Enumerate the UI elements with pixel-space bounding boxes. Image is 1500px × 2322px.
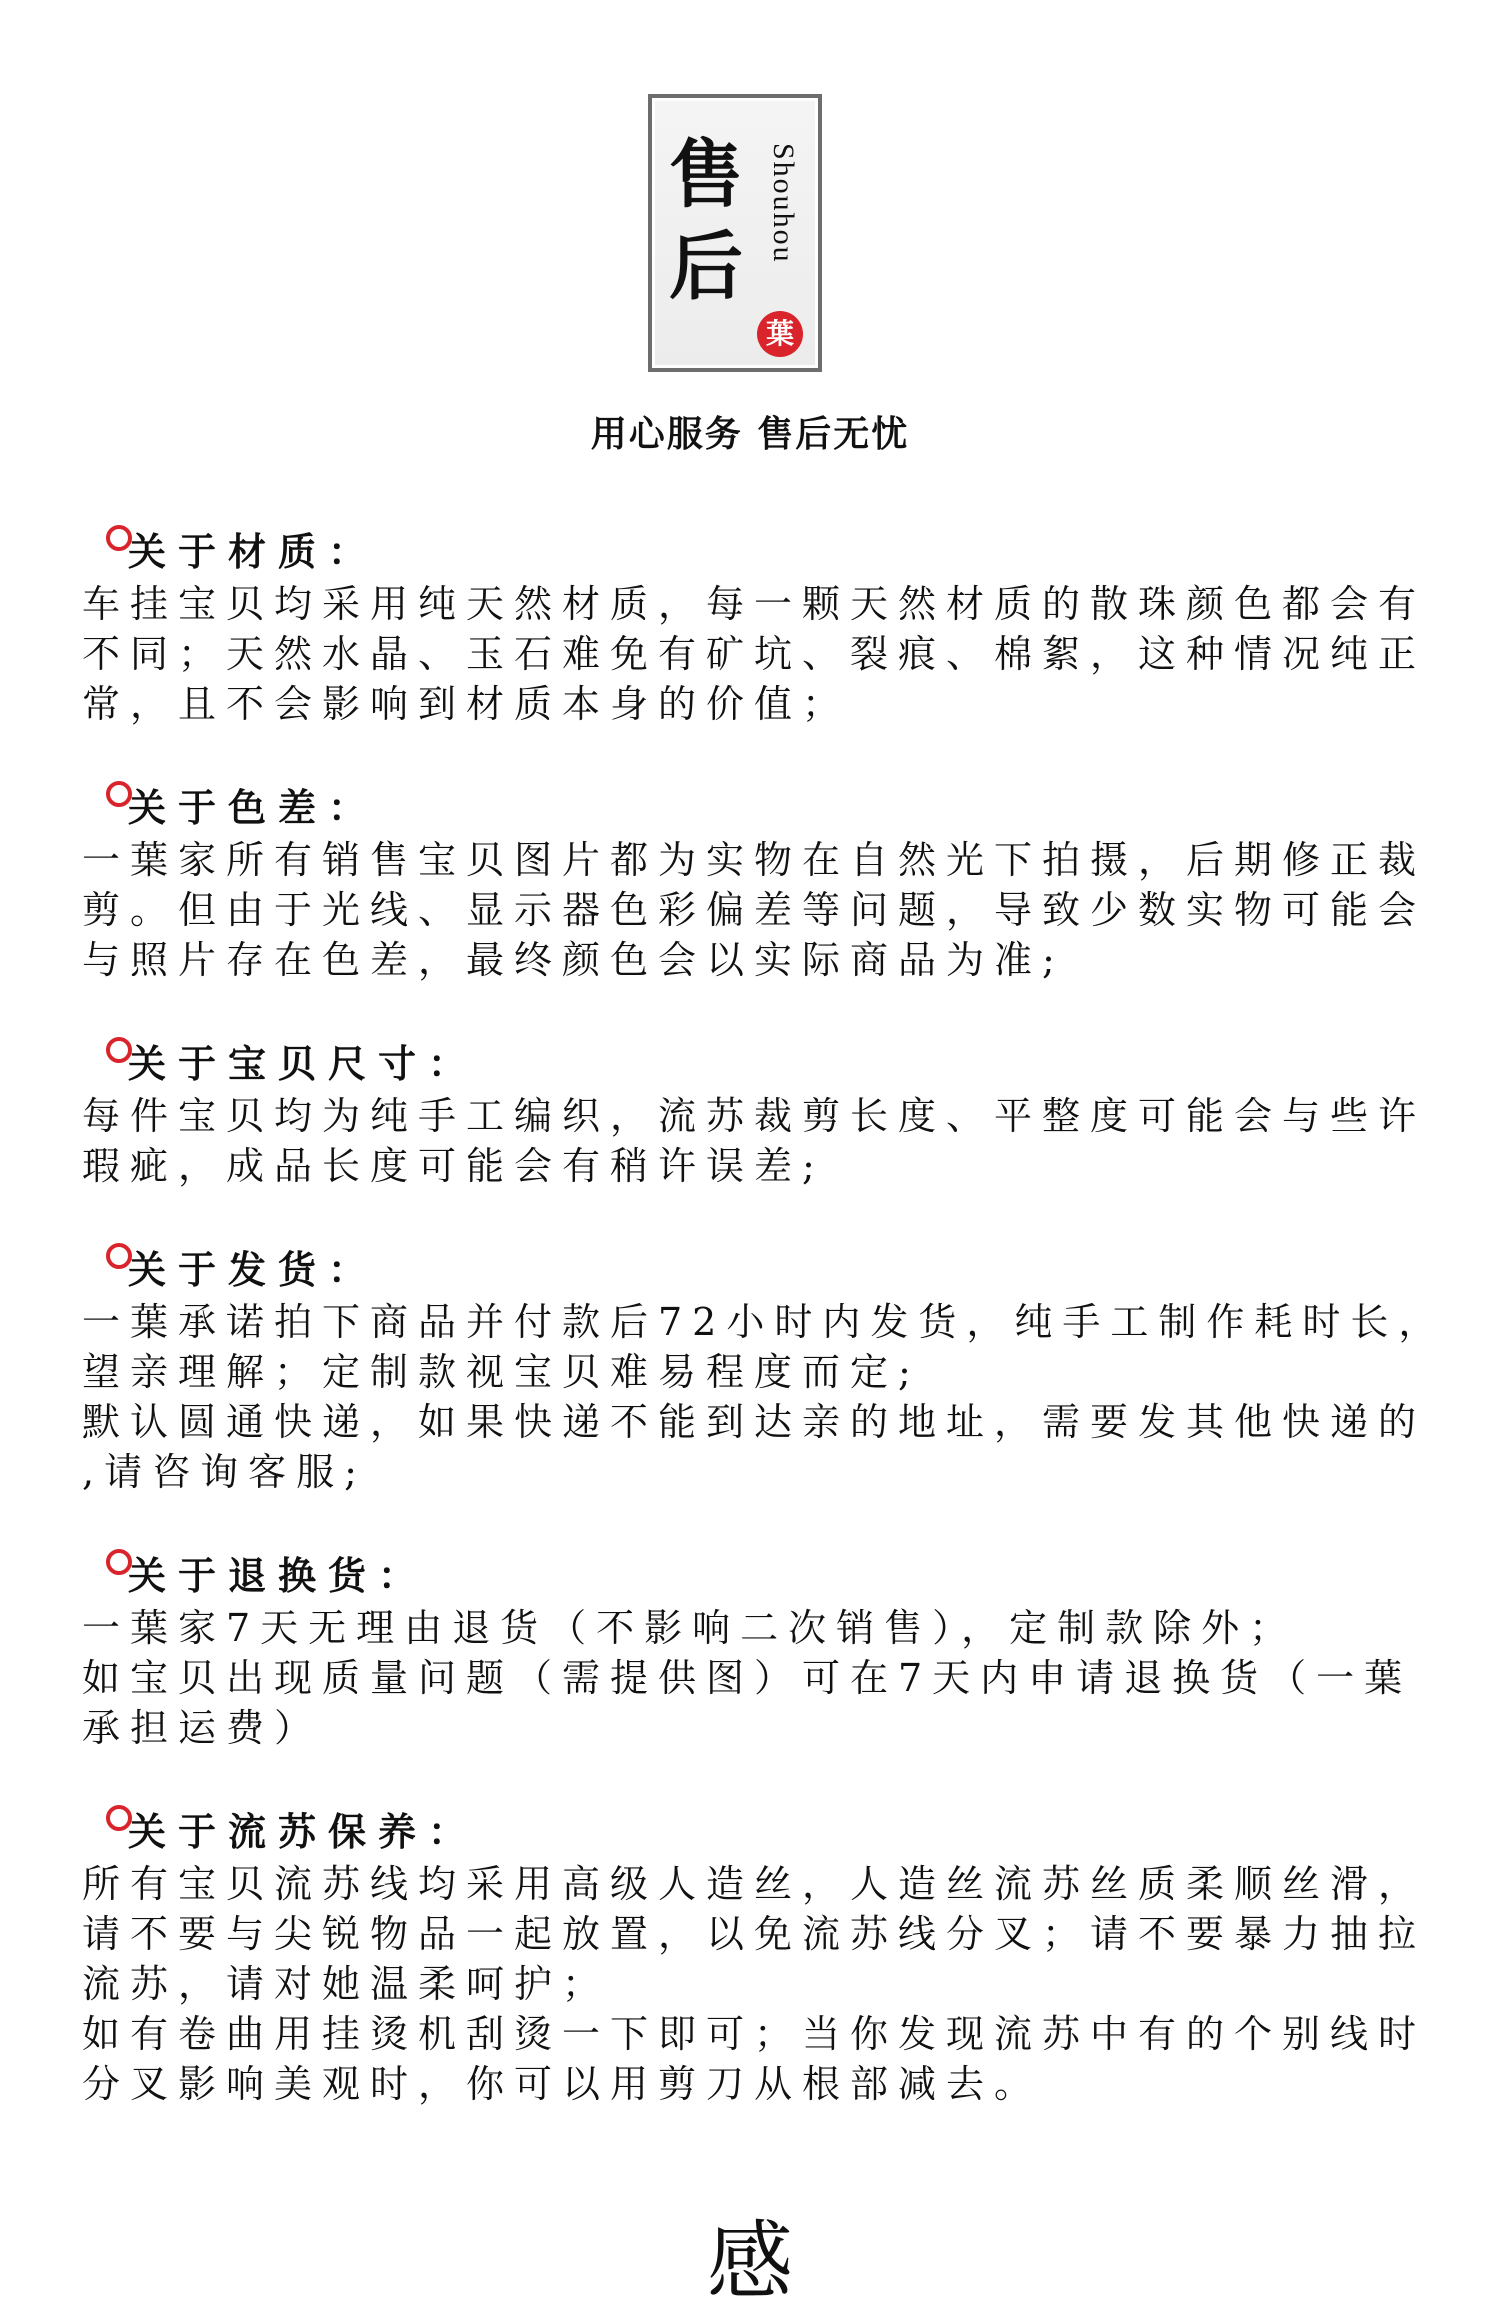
section-title	[82, 1549, 1422, 1603]
section-text-line: 如有卷曲用挂烫机刮烫一下即可；当你发现流苏中有的个别线时	[82, 2012, 1427, 2056]
logo-title	[669, 129, 759, 313]
policy-section	[82, 525, 1427, 729]
policy-section	[82, 1037, 1427, 1191]
section-text-line: 默认圆通快递，如果快递不能到达亲的地址，需要发其他快递的	[82, 1400, 1427, 1444]
section-text-line: 剪。但由于光线、显示器色彩偏差等问题，导致少数实物可能会	[82, 888, 1427, 932]
section-text-line: 不同；天然水晶、玉石难免有矿坑、裂痕、棉絮，这种情况纯正	[82, 632, 1427, 676]
section-title-text: 关于退换货：	[128, 1554, 429, 1598]
red-ring-icon	[104, 1547, 134, 1577]
section-text-line: 请不要与尖锐物品一起放置，以免流苏线分叉；请不要暴力抽拉	[82, 1912, 1427, 1956]
after-sales-logo	[648, 94, 822, 372]
section-title	[82, 781, 1422, 835]
section-title-text: 关于流苏保养：	[128, 1810, 479, 1854]
section-title	[82, 525, 1422, 579]
section-text-line: 望亲理解；定制款视宝贝难易程度而定;	[82, 1350, 921, 1394]
policy-sections	[82, 525, 1447, 2161]
section-title	[82, 1037, 1422, 1091]
red-ring-icon	[104, 1035, 134, 1065]
red-ring-icon	[104, 523, 134, 553]
section-title	[82, 1243, 1422, 1297]
red-ring-icon	[104, 1241, 134, 1271]
policy-section	[82, 781, 1427, 985]
section-title	[82, 1805, 1422, 1859]
section-title-text: 关于宝贝尺寸：	[128, 1042, 479, 1086]
logo-title-line-1: 售	[669, 132, 743, 218]
logo-title-line-2: 后	[669, 224, 743, 310]
policy-section	[82, 1805, 1427, 2109]
section-text-line: 常，且不会影响到材质本身的价值；	[82, 682, 851, 726]
section-text-line: 如宝贝出现质量问题（需提供图）可在7天内申请退换货（一葉	[82, 1656, 1413, 1700]
section-text-line: 所有宝贝流苏线均采用高级人造丝，人造丝流苏丝质柔顺丝滑，	[82, 1862, 1427, 1906]
section-text-line: 车挂宝贝均采用纯天然材质，每一颗天然材质的散珠颜色都会有	[82, 582, 1427, 626]
slogan: 用心服务 售后无忧	[590, 414, 910, 455]
section-title-text: 关于材质：	[128, 530, 379, 574]
policy-section	[82, 1549, 1422, 1753]
section-text-line: 瑕疵，成品长度可能会有稍许误差;	[82, 1144, 825, 1188]
section-text-line: 每件宝贝均为纯手工编织，流苏裁剪长度、平整度可能会与些许	[82, 1094, 1427, 1138]
thanks-heading: 感	[707, 2212, 793, 2312]
section-text-line: 流苏，请对她温柔呵护；	[82, 1962, 611, 2006]
section-text-line: 与照片存在色差，最终颜色会以实际商品为准;	[82, 938, 1065, 982]
section-text-line: 承担运费）	[82, 1706, 323, 1750]
section-title-text: 关于发货：	[128, 1248, 379, 1292]
section-text-line: 一葉家所有销售宝贝图片都为实物在自然光下拍摄，后期修正裁	[82, 838, 1427, 882]
logo-pinyin: Shouhou	[767, 143, 800, 264]
policy-section	[82, 1243, 1447, 1497]
section-text-line: ,请咨询客服;	[82, 1450, 367, 1494]
section-text-line: 一葉承诺拍下商品并付款后72小时内发货，纯手工制作耗时长，	[82, 1300, 1447, 1344]
red-ring-icon	[104, 779, 134, 809]
section-text-line: 一葉家7天无理由退货（不影响二次销售），定制款除外；	[82, 1606, 1298, 1650]
red-ring-icon	[104, 1803, 134, 1833]
seal-stamp: 葉	[757, 311, 803, 357]
section-text-line: 分叉影响美观时，你可以用剪刀从根部减去。	[82, 2062, 1043, 2106]
logo-background	[655, 101, 815, 365]
section-title-text: 关于色差：	[128, 786, 379, 830]
